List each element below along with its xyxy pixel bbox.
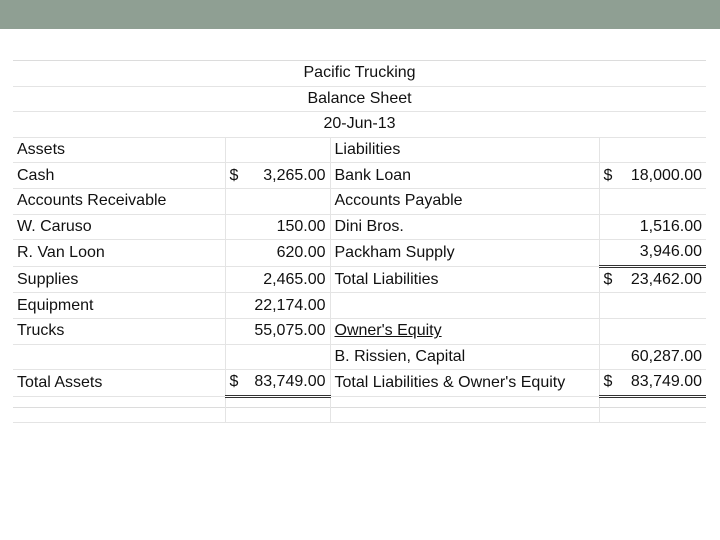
slide-title-bar [0,0,720,29]
currency-symbol: $ [229,373,239,391]
bank-loan-amount: 18,000.00 [630,166,703,184]
total-liabilities-equity-amount: 83,749.00 [630,373,703,391]
total-assets-label: Total Assets [13,370,225,397]
table-row [13,293,706,319]
statement-title: Balance Sheet [13,86,706,112]
payable-dini-label: Dini Bros. [330,214,599,240]
table-row [13,137,706,163]
receivable-caruso-amount: 150.00 [225,214,330,240]
capital-amount: 60,287.00 [599,344,706,370]
table-row [13,61,706,86]
balance-sheet [13,60,706,408]
trucks-label: Trucks [13,318,225,344]
receivable-caruso-label: W. Caruso [13,214,225,240]
total-liabilities-amount-cell [599,266,706,293]
total-liabilities-amount: 23,462.00 [630,271,703,289]
company-name: Pacific Trucking [13,61,706,86]
total-liabilities-equity-label: Total Liabilities & Owner's Equity [330,370,599,397]
cash-amount: 3,265.00 [263,166,326,184]
accounts-payable-label: Accounts Payable [330,188,599,214]
equipment-label: Equipment [13,293,225,319]
receivable-vanloon-amount: 620.00 [225,240,330,267]
capital-label: B. Rissien, Capital [330,344,599,370]
payable-packham-amount: 3,946.00 [599,240,706,267]
total-liabilities-label: Total Liabilities [330,266,599,293]
total-assets-amount-cell [225,370,330,397]
payable-packham-label: Packham Supply [330,240,599,267]
total-assets-amount: 83,749.00 [254,373,326,391]
table-row [13,344,706,370]
assets-heading: Assets [13,137,225,163]
balance-sheet-table [13,61,706,423]
accounts-receivable-label: Accounts Receivable [13,188,225,214]
cash-amount-cell [225,163,330,189]
payable-dini-amount: 1,516.00 [599,214,706,240]
total-liabilities-equity-amount-cell [599,370,706,397]
receivable-vanloon-label: R. Van Loon [13,240,225,267]
bank-loan-amount-cell [599,163,706,189]
owners-equity-heading: Owner's Equity [334,322,442,340]
currency-symbol: $ [229,166,239,184]
cash-label: Cash [13,163,225,189]
statement-date: 20-Jun-13 [13,112,706,138]
table-row [13,188,706,214]
currency-symbol: $ [603,271,613,289]
supplies-label: Supplies [13,266,225,293]
table-row [13,370,706,397]
currency-symbol: $ [603,166,613,184]
table-row [13,86,706,112]
table-row [13,214,706,240]
currency-symbol: $ [603,373,613,391]
table-row [13,112,706,138]
supplies-amount: 2,465.00 [225,266,330,293]
table-row [13,396,706,423]
bank-loan-label: Bank Loan [330,163,599,189]
equipment-amount: 22,174.00 [225,293,330,319]
table-row [13,318,706,344]
table-row [13,266,706,293]
trucks-amount: 55,075.00 [225,318,330,344]
table-row [13,240,706,267]
liabilities-heading: Liabilities [330,137,599,163]
table-row [13,163,706,189]
